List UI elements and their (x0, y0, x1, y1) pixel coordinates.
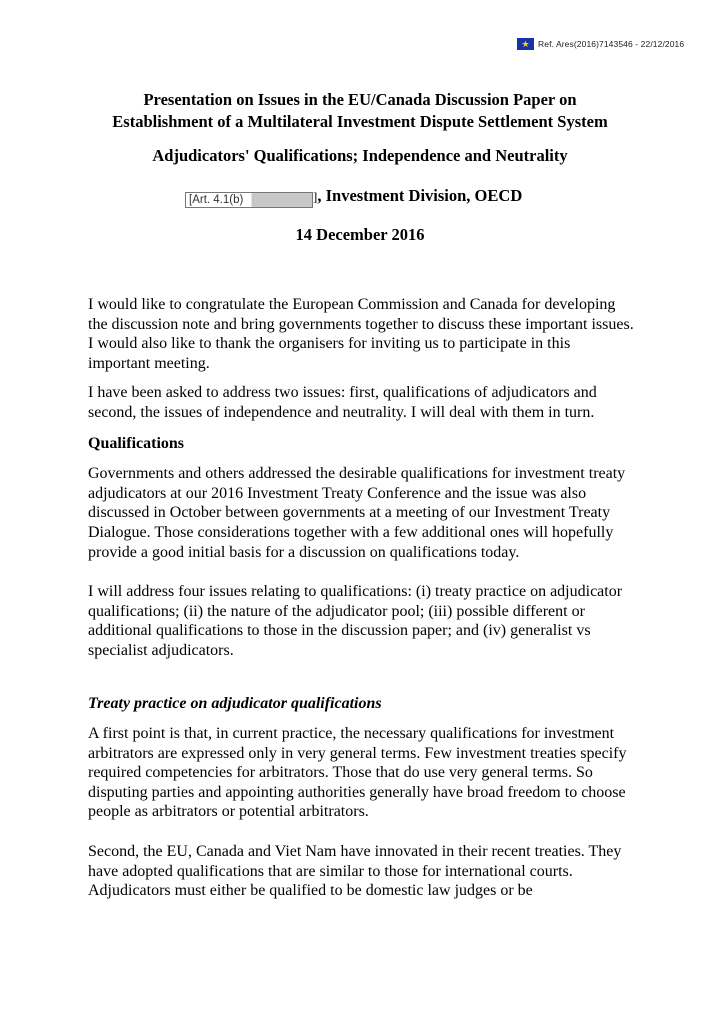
title-line-1: Presentation on Issues in the EU/Canada Discussion Paper on (143, 90, 577, 109)
reference-stamp (517, 38, 684, 50)
redacted-name: [Art. 4.1(b) (185, 192, 313, 208)
paragraph-four-issues: I will address four issues relating to qualifications: (i) treaty practice on adjudicator qualifications; (ii) the nature of the adjudicator pool; (iii) possible different or additional qualifications to those in the discussion paper; and (iv) generalist vs specialist adjudicators. (88, 583, 623, 659)
paragraph-second-point: Second, the EU, Canada and Viet Nam have innovated in their recent treaties. They have adopted qualifications that are similar to those for international courts. Adjudicators must either be qualified to be domestic law judges or be (88, 843, 622, 900)
heading-qualifications: Qualifications (88, 434, 185, 452)
speaker-line (185, 186, 522, 206)
reference-number: Ref. Ares(2016)7143546 - 22/12/2016 (538, 39, 685, 49)
paragraph-governments: Governments and others addressed the desirable qualifications for investment treaty adjudicators at our 2016 Investment Treaty Conference and the issue was also discussed in October between governments at a meeting of our Investment Treaty Dialogue. Those considerations together with a few additional ones will hopefully provide a good initial basis for a discussion on qualifications today. (88, 465, 626, 561)
paragraph-first-point: A first point is that, in current practice, the necessary qualifications for investment arbitrators are expressed only in very general terms. Few investment treaties specify required competencies for arbitrators. Those that do use very general terms. So disputing parties and appointing authorities generally have broad freedom to choose people as arbitrators or potential arbitrators. (88, 725, 627, 821)
document-title (80, 89, 640, 133)
paragraph-two-issues: I have been asked to address two issues: first, qualifications of adjudicators and second, the issues of independence and neutrality. I will deal with them in turn. (88, 384, 597, 421)
redaction-bracket-close: ] (313, 189, 318, 204)
eu-flag-icon: ★ (517, 38, 534, 50)
heading-treaty-practice: Treaty practice on adjudicator qualifications (88, 694, 382, 712)
document-body (88, 295, 636, 901)
title-line-2: Establishment of a Multilateral Investment Dispute Settlement System (112, 112, 608, 131)
document-subtitle: Adjudicators' Qualifications; Independence and Neutrality (152, 146, 568, 165)
speaker-affiliation: , Investment Division, OECD (317, 186, 523, 205)
paragraph-congratulations: I would like to congratulate the European Commission and Canada for developing the discussion note and bring governments together to discuss these important issues. I would also like to thank the organisers for inviting us to participate in this important meeting. (88, 296, 634, 372)
document-date: 14 December 2016 (295, 225, 425, 244)
